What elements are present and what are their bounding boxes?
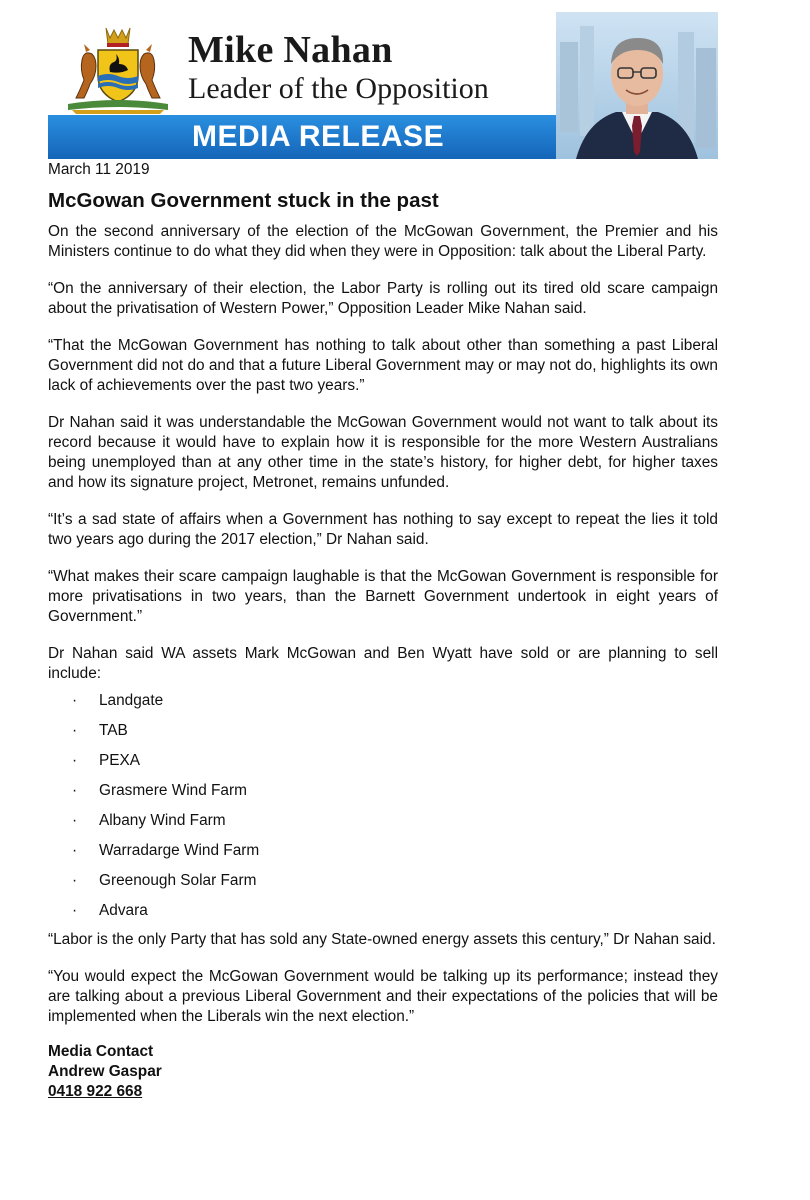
paragraph: “On the anniversary of their election, the Labor Party is rolling out its tired old scare campaign about the privatisation of Western Power,” Opposition Leader Mike Nahan said. — [48, 280, 718, 317]
asset-list — [48, 686, 718, 926]
media-release-page — [48, 12, 718, 1100]
asset-name: Advara — [99, 902, 148, 919]
paragraph: “It’s a sad state of affairs when a Government has nothing to say except to repeat the lies it told two years ago during the 2017 election,” Dr Nahan said. — [48, 511, 718, 548]
list-item — [48, 716, 718, 746]
bullet-icon: · — [72, 782, 78, 799]
paragraph: On the second anniversary of the election of the McGowan Government, the Premier and his Ministers continue to do what they did when they were in Opposition: talk about the Liberal Party. — [48, 223, 718, 260]
asset-name: TAB — [99, 722, 128, 739]
bullet-icon: · — [72, 842, 78, 859]
contact-name: Andrew Gaspar — [48, 1063, 162, 1080]
contact-label: Media Contact — [48, 1043, 154, 1060]
list-item — [48, 806, 718, 836]
release-headline: McGowan Government stuck in the past — [48, 189, 439, 212]
bullet-icon: · — [72, 902, 78, 919]
asset-name: Albany Wind Farm — [99, 812, 226, 829]
media-contact — [48, 1042, 718, 1102]
bullet-icon: · — [72, 752, 78, 769]
leader-role: Leader of the Opposition — [188, 72, 489, 105]
paragraph: Dr Nahan said it was understandable the McGowan Government would not want to talk about its record because it would have to explain how it is responsible for the more Western Australians being unemployed than at any other time in the state’s history, for higher debt, for higher taxes and how its signature project, Metronet, remains unfunded. — [48, 414, 718, 491]
list-item — [48, 866, 718, 896]
bullet-icon: · — [72, 812, 78, 829]
leader-name: Mike Nahan — [188, 29, 393, 71]
list-item — [48, 686, 718, 716]
list-item — [48, 836, 718, 866]
list-item — [48, 896, 718, 926]
paragraph: “That the McGowan Government has nothing to talk about other than something a past Liberal Government did not do and that a future Liberal Government may or may not do, highlights its own lack of achievements over the past two years.” — [48, 337, 718, 394]
paragraph: “What makes their scare campaign laughable is that the McGowan Government is responsible for more privatisations in two years, than the Barnett Government undertook in eight years of Government.” — [48, 568, 718, 625]
list-item — [48, 746, 718, 776]
bullet-icon: · — [72, 722, 78, 739]
asset-name: PEXA — [99, 752, 141, 769]
paragraph: “You would expect the McGowan Government would be talking up its performance; instead they are talking about a previous Liberal Government and their expectations of the policies that will be implemented when the Liberals win the next election.” — [48, 968, 718, 1025]
asset-name: Warradarge Wind Farm — [99, 842, 260, 859]
letterhead — [48, 12, 718, 159]
bullet-icon: · — [72, 872, 78, 889]
portrait-photo-icon — [556, 12, 718, 159]
release-body — [48, 160, 718, 1102]
asset-name: Landgate — [99, 692, 164, 709]
asset-name: Greenough Solar Farm — [99, 872, 257, 889]
release-date: March 11 2019 — [48, 161, 150, 178]
bullet-icon: · — [72, 692, 78, 709]
paragraph: “Labor is the only Party that has sold any State-owned energy assets this century,” Dr Nahan said. — [48, 931, 716, 948]
list-item — [48, 776, 718, 806]
media-release-label: MEDIA RELEASE — [192, 120, 445, 153]
title-block — [188, 30, 489, 106]
wa-coat-of-arms-icon — [62, 24, 174, 116]
asset-name: Grasmere Wind Farm — [99, 782, 247, 799]
paragraph: Dr Nahan said WA assets Mark McGowan and Ben Wyatt have sold or are planning to sell include: — [48, 645, 718, 682]
contact-phone-link[interactable]: 0418 922 668 — [48, 1083, 143, 1100]
